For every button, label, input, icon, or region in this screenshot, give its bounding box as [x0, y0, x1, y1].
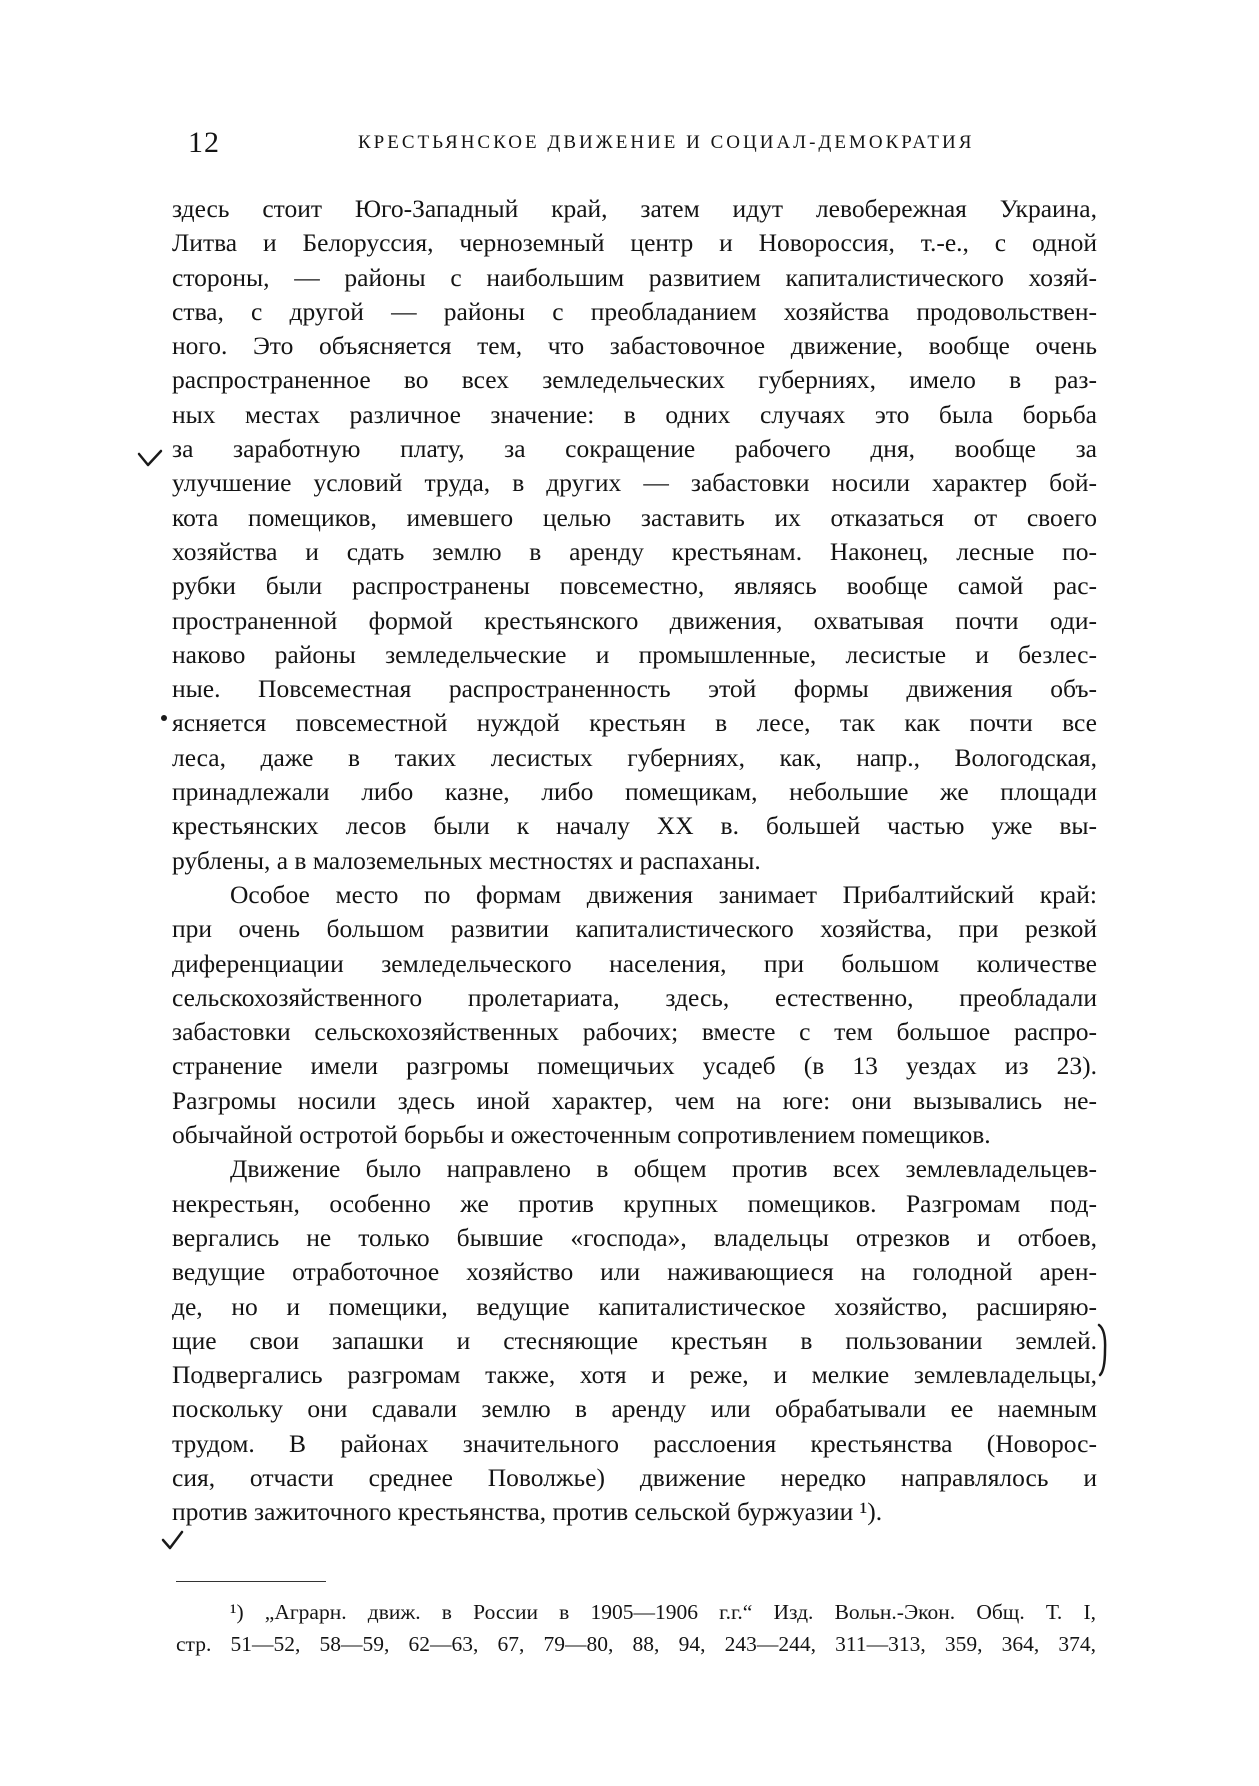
- footnote-line: стр. 51—52, 58—59, 62—63, 67, 79—80, 88, 94, 243—244, 311—313, 359, 364, 374,: [176, 1632, 1096, 1656]
- text-line: против зажиточного крестьянства, против сельской буржуазии ¹).: [172, 1497, 883, 1527]
- dot-mark-icon: [158, 712, 170, 724]
- text-line: принадлежали либо казне, либо помещикам, небольшие же площади: [172, 777, 1097, 807]
- body-text: [172, 192, 1097, 1530]
- footnote-rule: [176, 1581, 326, 1582]
- text-line: наково районы земледельческие и промышленные, лесистые и безлес-: [172, 639, 1097, 669]
- text-line: ных местах различное значение: в одних случаях это была борьба: [172, 399, 1097, 429]
- text-line: леса, даже в таких лесистых губерниях, как, напр., Вологодская,: [172, 742, 1097, 772]
- text-line: щие свои запашки и стесняющие крестьян в пользовании землей.: [172, 1325, 1097, 1355]
- text-line: сия, отчасти среднее Поволжье) движение нередко направлялось и: [172, 1462, 1097, 1492]
- running-title: КРЕСТЬЯНСКОЕ ДВИЖЕНИЕ И СОЦИАЛ-ДЕМОКРАТИЯ: [358, 132, 975, 153]
- text-line: Разгромы носили здесь иной характер, чем на юге: они вызывались не-: [172, 1085, 1097, 1115]
- text-line: распространенное во всех земледельческих губерниях, имело в раз-: [172, 365, 1097, 395]
- text-line: кота помещиков, имевшего целью заставить их отказаться от своего: [172, 502, 1097, 532]
- text-line: при очень большом развитии капиталистического хозяйства, при резкой: [172, 914, 1097, 944]
- text-line: пространенной формой крестьянского движения, охватывая почти оди-: [172, 605, 1097, 635]
- check-mark-icon: [160, 1528, 186, 1554]
- page-number: 12: [188, 126, 220, 159]
- text-line: де, но и помещики, ведущие капиталистическое хозяйство, расширяю-: [172, 1291, 1097, 1321]
- text-line: сельскохозяйственного пролетариата, здесь, естественно, преобладали: [172, 982, 1097, 1012]
- footnotes: [176, 1596, 1096, 1660]
- text-line: вергались не только бывшие «господа», владельцы отрезков и отбоев,: [172, 1222, 1097, 1252]
- text-line: за заработную плату, за сокращение рабочего дня, вообще за: [172, 434, 1097, 464]
- text-line: поскольку они сдавали землю в аренду или обрабатывали ее наемным: [172, 1394, 1097, 1424]
- text-line: диференциации земледельческого населения, при большом количестве: [172, 948, 1097, 978]
- text-line: Подвергались разгромам также, хотя и реже, и мелкие землевладельцы,: [172, 1360, 1097, 1390]
- text-line: ведущие отработочное хозяйство или наживающиеся на голодной арен-: [172, 1257, 1097, 1287]
- text-line: странение имели разгромы помещичьих усадеб (в 13 уездах из 23).: [172, 1051, 1097, 1081]
- text-line: трудом. В районах значительного расслоения крестьянства (Новорос-: [172, 1428, 1097, 1458]
- paragraph-first-line: Движение было направлено в общем против всех землевладельцев-: [230, 1154, 1097, 1184]
- text-line: крестьянских лесов были к началу XX в. большей частью уже вы-: [172, 811, 1097, 841]
- text-line: стороны, — районы с наибольшим развитием капиталистического хозяй-: [172, 262, 1097, 292]
- text-line: ства, с другой — районы с преобладанием хозяйства продовольствен-: [172, 296, 1097, 326]
- bracket-mark-icon: [1096, 1322, 1110, 1378]
- text-line: некрестьян, особенно же против крупных помещиков. Разгромам под-: [172, 1188, 1097, 1218]
- text-line: ные. Повсеместная распространенность этой формы движения объ-: [172, 674, 1097, 704]
- text-line: обычайной остротой борьбы и ожесточенным сопротивлением помещиков.: [172, 1120, 991, 1150]
- text-line: рублены, а в малоземельных местностях и распаханы.: [172, 845, 761, 875]
- text-line: здесь стоит Юго-Западный край, затем идут левобережная Украина,: [172, 194, 1097, 223]
- text-line: ясняется повсеместной нуждой крестьян в лесе, так как почти все: [172, 708, 1097, 738]
- running-head: [188, 126, 1100, 160]
- text-line: улучшение условий труда, в других — забастовки носили характер бой-: [172, 468, 1097, 498]
- footnote-line: ¹) „Аграрн. движ. в России в 1905—1906 г.г.“ Изд. Вольн.-Экон. Общ. Т. I,: [230, 1600, 1096, 1624]
- check-mark-icon: [136, 446, 164, 470]
- text-line: Литва и Белоруссия, черноземный центр и Новороссия, т.-е., с одной: [172, 228, 1097, 258]
- paragraph-first-line: Особое место по формам движения занимает Прибалтийский край:: [230, 879, 1097, 909]
- text-line: забастовки сельскохозяйственных рабочих; вместе с тем большое распро-: [172, 1017, 1097, 1047]
- text-line: ного. Это объясняется тем, что забастовочное движение, вообще очень: [172, 331, 1097, 361]
- text-line: рубки были распространены повсеместно, являясь вообще самой рас-: [172, 571, 1097, 601]
- text-line: хозяйства и сдать землю в аренду крестьянам. Наконец, лесные по-: [172, 536, 1097, 566]
